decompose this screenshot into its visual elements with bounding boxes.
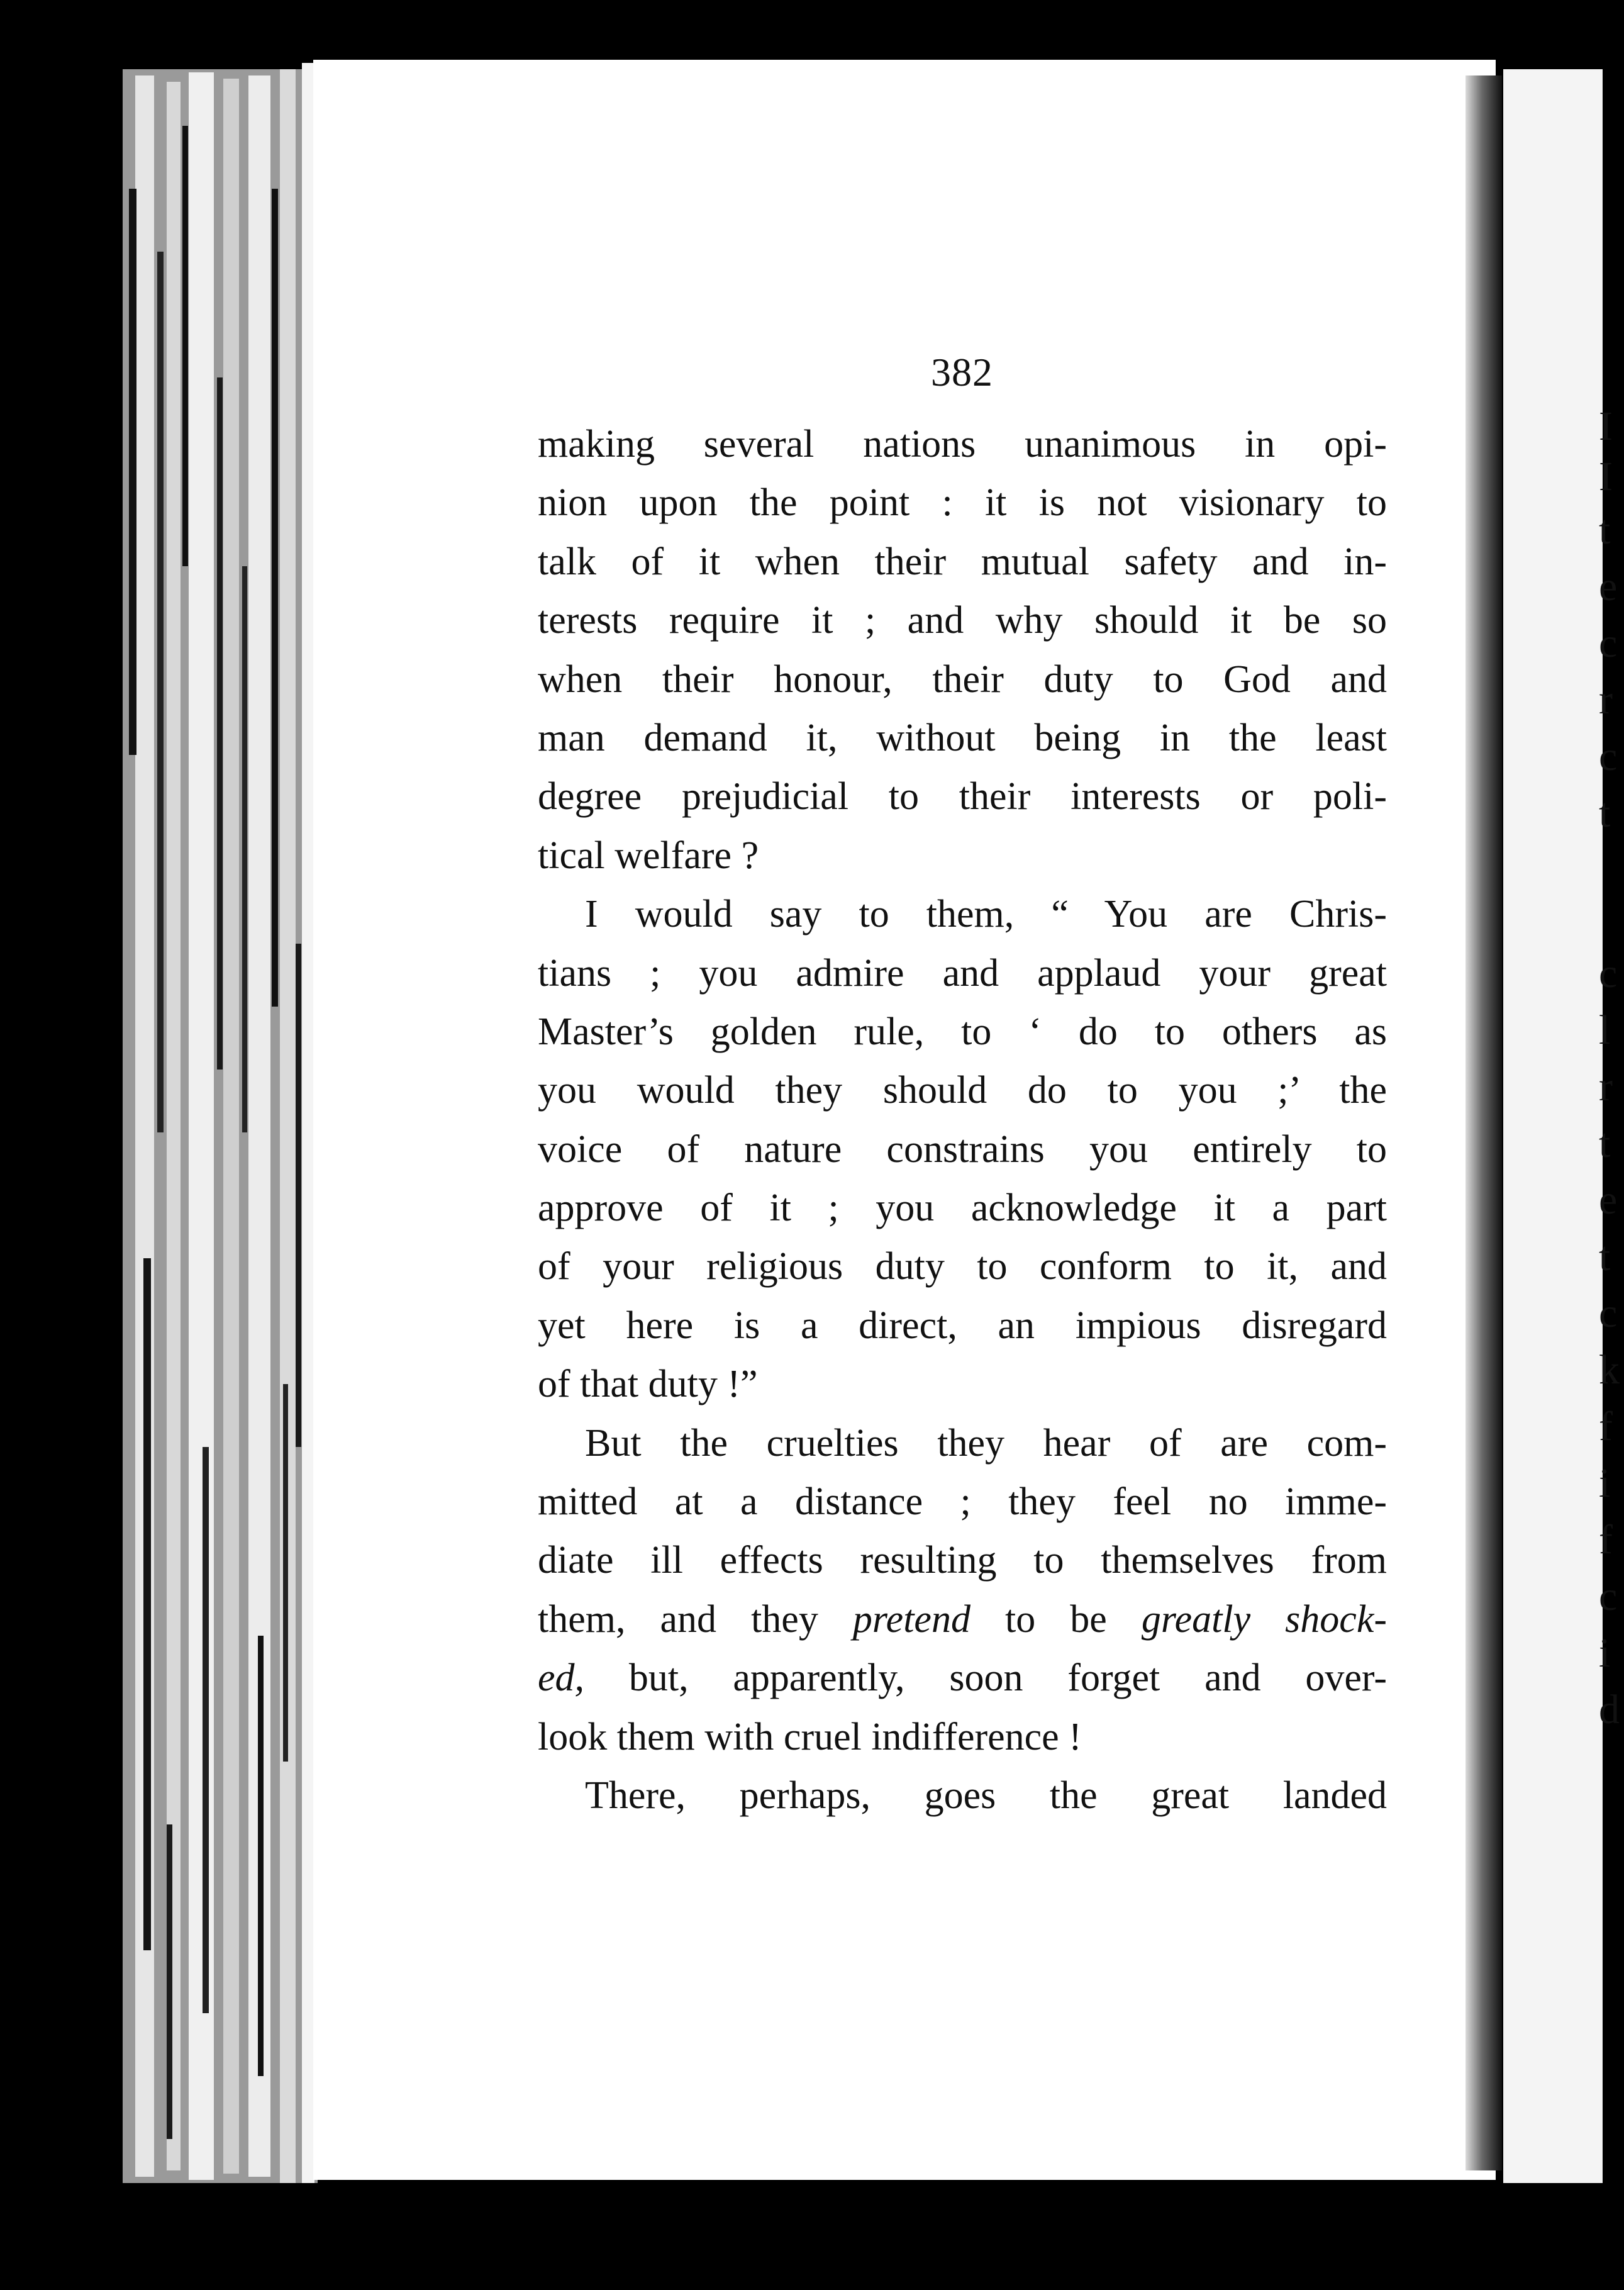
text-line: tians ; you admire and applaud your great — [538, 951, 1387, 995]
text-line: diate ill effects resulting to themselves from — [538, 1539, 1387, 1582]
facing-fragment: t — [1599, 790, 1611, 836]
text-line: terests require it ; and why should it be so — [538, 599, 1387, 642]
facing-fragment: t — [1599, 1120, 1611, 1166]
facing-fragment: t — [1599, 507, 1611, 553]
facing-fragment: r — [1599, 677, 1613, 723]
facing-fragment: f — [1599, 1517, 1613, 1563]
facing-fragment: c — [1599, 620, 1618, 666]
text-line: mitted at a distance ; they feel no imme- — [538, 1480, 1387, 1524]
book-gutter — [1465, 75, 1502, 2170]
facing-fragment: c — [1599, 734, 1618, 779]
text-line: I would say to them, “ You are Chris- — [585, 893, 1387, 936]
facing-fragment: c — [1599, 951, 1618, 997]
text-line: making several nations unanimous in opi- — [538, 423, 1387, 466]
body-text — [538, 415, 1387, 1825]
facing-fragment: k — [1599, 1347, 1620, 1393]
facing-fragment: r — [1599, 1064, 1613, 1110]
text-line: approve of it ; you acknowledge it a part — [538, 1187, 1387, 1230]
text-line: talk of it when their mutual safety and in- — [538, 540, 1387, 583]
facing-fragment: I — [1599, 454, 1613, 500]
text-line: But the cruelties they hear of are com- — [585, 1421, 1387, 1465]
text-line: look them with cruel indifference ! — [538, 1715, 1082, 1758]
text-line: degree prejudicial to their interests or poli- — [538, 775, 1387, 818]
text-line: Master’s golden rule, to ‘ do to others as — [538, 1010, 1387, 1053]
text-line-mixed — [538, 1649, 1387, 1707]
facing-fragment: i — [1599, 1630, 1611, 1676]
facing-fragment: c — [1599, 1573, 1618, 1619]
facing-fragment: i — [1599, 1460, 1611, 1506]
text-line-mixed — [538, 1590, 1387, 1649]
text-line: you would they should do to you ;’ the — [538, 1069, 1387, 1112]
facing-fragment: c — [1599, 1290, 1618, 1336]
italic-span: greatly shock- — [1141, 1597, 1387, 1641]
italic-span: ed, — [538, 1656, 585, 1700]
facing-fragment: I — [1599, 403, 1613, 449]
text-line: man demand it, without being in the least — [538, 716, 1387, 759]
text-line: yet here is a direct, an impious disregard — [538, 1304, 1387, 1347]
italic-span: pretend — [852, 1597, 971, 1641]
facing-fragment: e — [1599, 1177, 1618, 1223]
text-span: to be — [970, 1597, 1142, 1641]
text-span: them, and they — [538, 1597, 853, 1641]
facing-page-edge — [1503, 69, 1620, 2183]
facing-fragment: d — [1599, 1687, 1620, 1733]
text-line: nion upon the point : it is not visionary to — [538, 481, 1387, 525]
text-line: of that duty !” — [538, 1363, 758, 1406]
text-line: tical welfare ? — [538, 834, 759, 877]
facing-fragment: l — [1599, 1007, 1611, 1053]
text-line: when their honour, their duty to God and — [538, 657, 1387, 701]
text-line: of your religious duty to conform to it, and — [538, 1245, 1387, 1288]
facing-fragment: f — [1599, 1404, 1613, 1449]
facing-fragment: e — [1599, 564, 1618, 610]
page-number: 382 — [931, 350, 993, 394]
book-edge-illustration — [123, 63, 318, 2183]
text-line: There, perhaps, goes the great landed — [585, 1773, 1387, 1817]
text-span: but, apparently, soon forget and over- — [584, 1656, 1387, 1700]
text-line: voice of nature constrains you entirely to — [538, 1127, 1387, 1171]
facing-fragment: t — [1599, 1234, 1611, 1280]
